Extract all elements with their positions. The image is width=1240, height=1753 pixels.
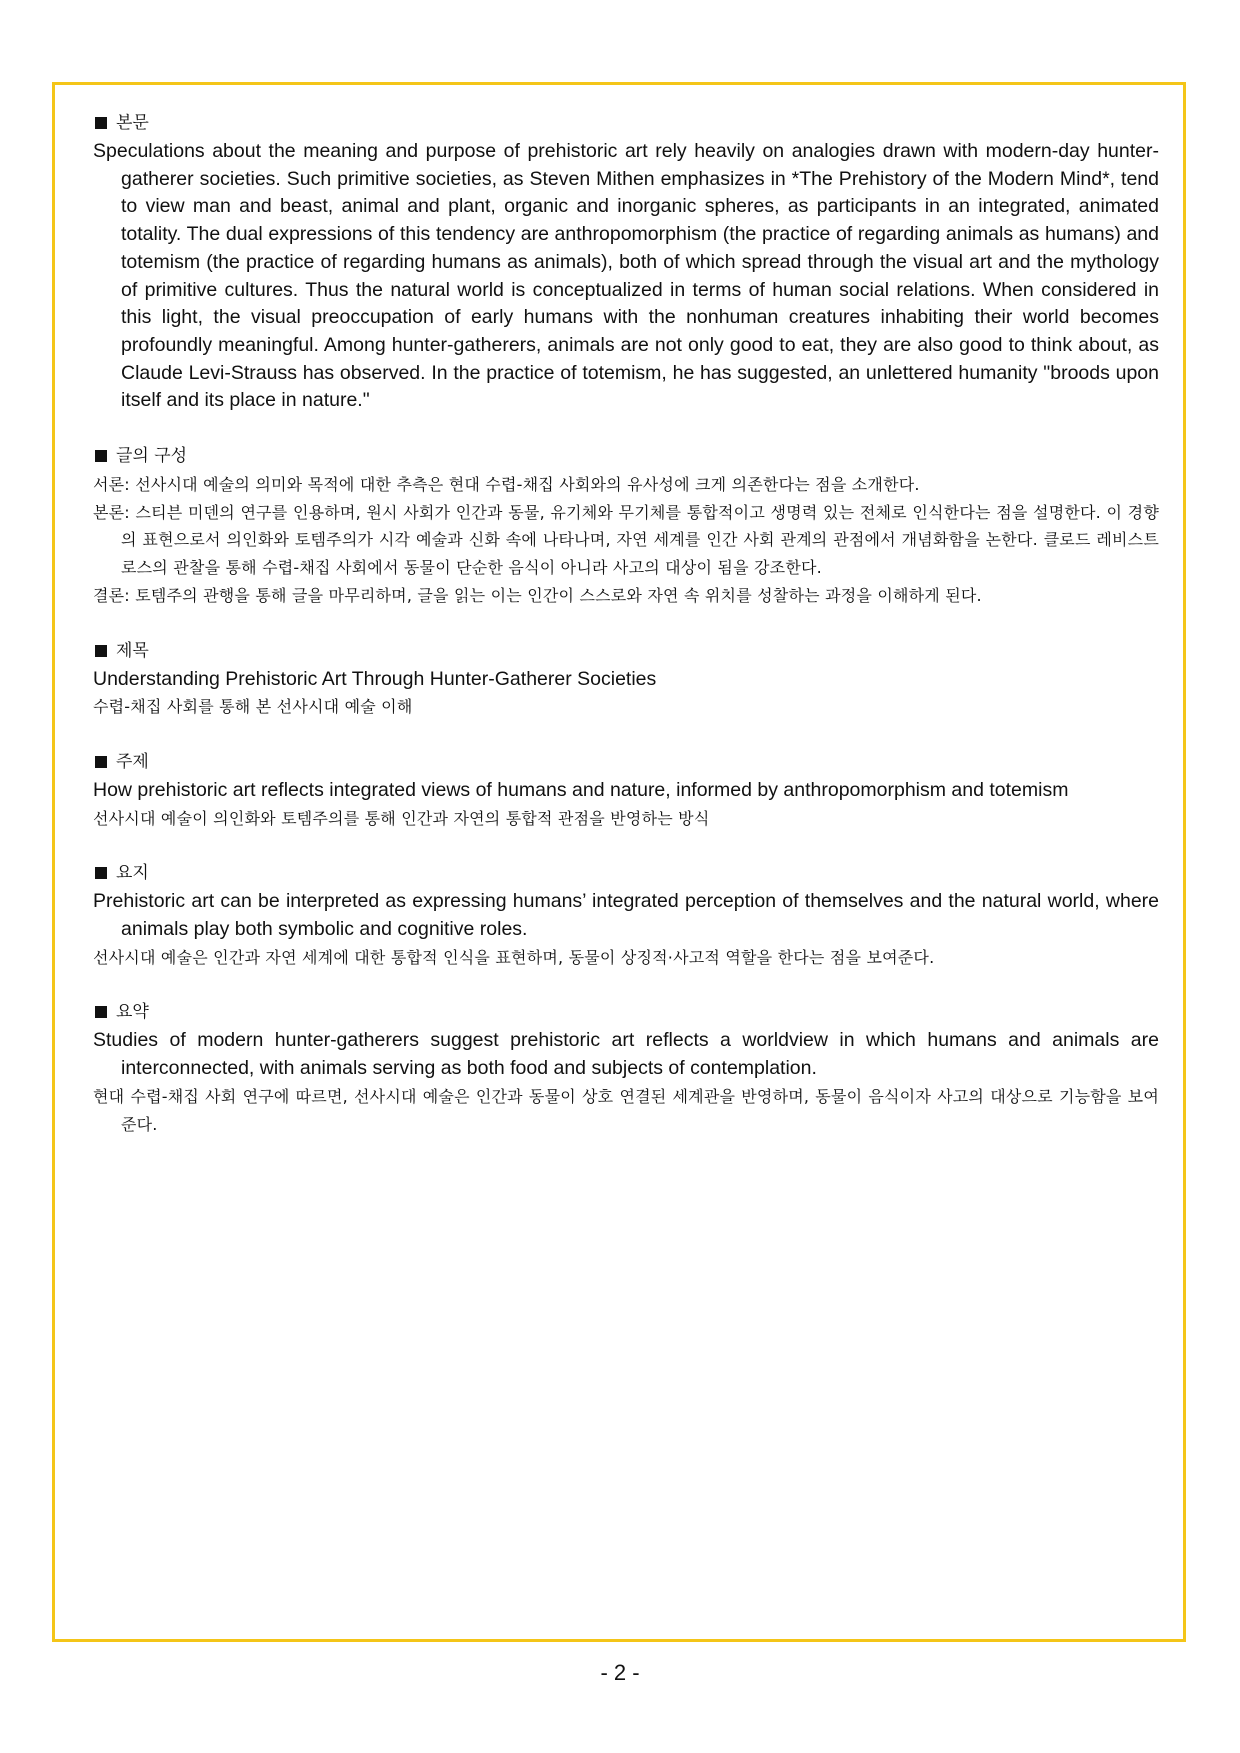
- heading-label: 본문: [116, 113, 149, 133]
- summary-ko: 현대 수렵-채집 사회 연구에 따르면, 선사시대 예술은 인간과 동물이 상호 연결된 세계관을 반영하며, 동물이 음식이자 사고의 대상으로 기능함을 보여준다.: [93, 1086, 1159, 1134]
- section-summary: [93, 999, 1159, 1138]
- heading-label: 글의 구성: [116, 446, 188, 467]
- section-heading: [93, 443, 1159, 469]
- black-square-icon: [95, 117, 107, 129]
- black-square-icon: [95, 756, 107, 768]
- title-en: Understanding Prehistoric Art Through Hunter-Gatherer Societies: [93, 667, 657, 690]
- structure-main: 본론: 스티븐 미덴의 연구를 인용하며, 원시 사회가 인간과 동물, 유기체와 무기체를 통합적이고 생명력 있는 전체로 인식한다는 점을 설명한다. 이 경향의 표현으로서 의인화와 토템주의가 시각 예술과 신화 속에 나타나며, 자연 세계를 인간 사회 관계의 관점에서 개념화함을 논한다. 클로드 레비스트로스의 관찰을 통해 수렵-채집 사회에서 동물이 단순한 음식이 아니라 사고의 대상이 됨을 강조한다.: [93, 502, 1159, 578]
- section-heading: [93, 999, 1159, 1025]
- black-square-icon: [95, 450, 107, 462]
- theme-en: How prehistoric art reflects integrated views of humans and nature, informed by anthropomorphism and totemism: [93, 778, 1069, 801]
- section-heading: [93, 110, 1159, 136]
- section-theme: [93, 749, 1159, 832]
- gist-en: Prehistoric art can be interpreted as expressing humans’ integrated perception of themselves and the natural world, where animals play both symbolic and cognitive roles.: [93, 890, 1159, 941]
- section-body: [93, 110, 1159, 415]
- theme-ko: 선사시대 예술이 의인화와 토템주의를 통해 인간과 자연의 통합적 관점을 반영하는 방식: [93, 808, 710, 828]
- black-square-icon: [95, 867, 107, 879]
- summary-en: Studies of modern hunter-gatherers suggest prehistoric art reflects a worldview in which humans and animals are interconnected, with animals serving as both food and subjects of contemplation.: [93, 1029, 1159, 1080]
- heading-label: 주제: [116, 751, 149, 772]
- structure-conclusion: 결론: 토템주의 관행을 통해 글을 마무리하며, 글을 읽는 이는 인간이 스스로와 자연 속 위치를 성찰하는 과정을 이해하게 된다.: [93, 585, 982, 605]
- gist-ko: 선사시대 예술은 인간과 자연 세계에 대한 통합적 인식을 표현하며, 동물이 상징적·사고적 역할을 한다는 점을 보여준다.: [93, 947, 935, 967]
- document-content: [93, 110, 1159, 1166]
- section-heading: [93, 638, 1159, 664]
- black-square-icon: [95, 1006, 107, 1018]
- section-heading: [93, 749, 1159, 775]
- heading-label: 제목: [116, 640, 149, 661]
- page-number: - 2 -: [600, 1660, 640, 1685]
- black-square-icon: [95, 645, 107, 657]
- structure-intro: 서론: 선사시대 예술의 의미와 목적에 대한 추측은 현대 수렵-채집 사회와의 유사성에 크게 의존한다는 점을 소개한다.: [93, 475, 920, 495]
- body-text: Speculations about the meaning and purpose of prehistoric art rely heavily on analogies drawn with modern-day hunter-gatherer societies. Such primitive societies, as Steven Mithen emphasizes in *The Prehistory of the Modern Mind*, tend to view man and beast, animal and plant, organic and inorganic spheres, as participants in an integrated, animated totality. The dual expressions of this tendency are anthropomorphism (the practice of regarding animals as humans) and totemism (the practice of regarding humans as animals), both of which spread through the visual art and the mythology of primitive cultures. Thus the natural world is conceptualized in terms of human social relations. When considered in this light, the visual preoccupation of early humans with the nonhuman creatures inhabiting their world becomes profoundly meaningful. Among hunter-gatherers, animals are not only good to eat, they are also good to think about, as Claude Levi-Strauss has observed. In the practice of totemism, he has suggested, an unlettered humanity "broods upon itself and its place in nature.": [93, 140, 1159, 412]
- section-heading: [93, 860, 1159, 886]
- section-title: [93, 638, 1159, 721]
- section-gist: [93, 860, 1159, 971]
- heading-label: 요약: [116, 1002, 149, 1023]
- section-structure: [93, 443, 1159, 610]
- heading-label: 요지: [116, 863, 149, 884]
- title-ko: 수렵-채집 사회를 통해 본 선사시대 예술 이해: [93, 697, 413, 717]
